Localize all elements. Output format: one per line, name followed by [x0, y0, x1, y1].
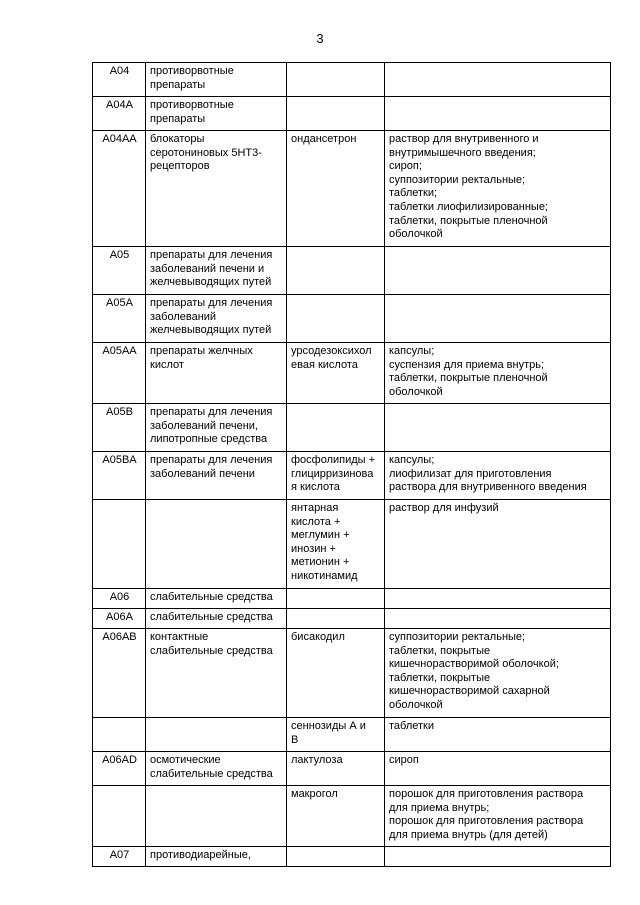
dosage-forms-cell: раствор для инфузий	[385, 500, 611, 589]
drug-classification-table	[92, 62, 611, 867]
table-row	[93, 295, 611, 343]
active-substance-cell: сеннозиды А и В	[287, 718, 385, 752]
pharmacological-group-cell: слабительные средства	[146, 609, 287, 629]
active-substance-cell: макрогол	[287, 786, 385, 847]
table-row	[93, 452, 611, 500]
dosage-forms-cell	[385, 609, 611, 629]
pharmacological-group-cell	[146, 786, 287, 847]
table-row	[93, 629, 611, 718]
dosage-forms-cell	[385, 589, 611, 609]
pharmacological-group-cell: препараты для лечения заболеваний печени и желчевыводящих путей	[146, 247, 287, 295]
pharmacological-group-cell: слабительные средства	[146, 589, 287, 609]
table-row	[93, 786, 611, 847]
atc-code-cell: A04	[93, 63, 146, 97]
atc-code-cell: A04A	[93, 97, 146, 131]
active-substance-cell	[287, 97, 385, 131]
pharmacological-group-cell: противорвотные препараты	[146, 63, 287, 97]
atc-code-cell: A04AA	[93, 131, 146, 247]
pharmacological-group-cell: контактные слабительные средства	[146, 629, 287, 718]
atc-code-cell: A06A	[93, 609, 146, 629]
table-row	[93, 404, 611, 452]
atc-code-cell: A05B	[93, 404, 146, 452]
atc-code-cell	[93, 718, 146, 752]
atc-code-cell: A07	[93, 847, 146, 867]
pharmacological-group-cell: осмотические слабительные средства	[146, 752, 287, 786]
atc-code-cell	[93, 786, 146, 847]
active-substance-cell: урсодезоксихол евая кислота	[287, 343, 385, 404]
table-row	[93, 63, 611, 97]
dosage-forms-cell: таблетки	[385, 718, 611, 752]
dosage-forms-cell: порошок для приготовления раствора для приема внутрь; порошок для приготовления раствора для приема внутрь (для детей)	[385, 786, 611, 847]
active-substance-cell: фосфолипиды + глицирризинова я кислота	[287, 452, 385, 500]
table-row	[93, 500, 611, 589]
table-row	[93, 589, 611, 609]
table-row	[93, 609, 611, 629]
page-number: 3	[316, 31, 324, 46]
active-substance-cell	[287, 589, 385, 609]
dosage-forms-cell	[385, 404, 611, 452]
active-substance-cell: ондансетрон	[287, 131, 385, 247]
dosage-forms-cell: капсулы; лиофилизат для приготовления раствора для внутривенного введения	[385, 452, 611, 500]
active-substance-cell: янтарная кислота + меглумин + инозин + метионин + никотинамид	[287, 500, 385, 589]
pharmacological-group-cell: противодиарейные,	[146, 847, 287, 867]
pharmacological-group-cell: препараты для лечения заболеваний желчевыводящих путей	[146, 295, 287, 343]
active-substance-cell	[287, 247, 385, 295]
atc-code-cell: A05AA	[93, 343, 146, 404]
atc-code-cell: A06	[93, 589, 146, 609]
pharmacological-group-cell: противорвотные препараты	[146, 97, 287, 131]
active-substance-cell	[287, 63, 385, 97]
active-substance-cell	[287, 295, 385, 343]
pharmacological-group-cell	[146, 718, 287, 752]
table-row	[93, 247, 611, 295]
table-row	[93, 97, 611, 131]
pharmacological-group-cell: препараты для лечения заболеваний печени, липотропные средства	[146, 404, 287, 452]
dosage-forms-cell	[385, 847, 611, 867]
atc-code-cell: A05	[93, 247, 146, 295]
active-substance-cell	[287, 609, 385, 629]
dosage-forms-cell: суппозитории ректальные; таблетки, покрытые кишечнорастворимой оболочкой; таблетки, покрытые кишечнорастворимой сахарной оболочкой	[385, 629, 611, 718]
dosage-forms-cell	[385, 247, 611, 295]
pharmacological-group-cell	[146, 500, 287, 589]
active-substance-cell	[287, 404, 385, 452]
active-substance-cell	[287, 847, 385, 867]
dosage-forms-cell: капсулы; суспензия для приема внутрь; таблетки, покрытые пленочной оболочкой	[385, 343, 611, 404]
pharmacological-group-cell: препараты для лечения заболеваний печени	[146, 452, 287, 500]
atc-code-cell	[93, 500, 146, 589]
table-row	[93, 847, 611, 867]
dosage-forms-cell	[385, 63, 611, 97]
table-row	[93, 343, 611, 404]
table-body	[93, 63, 611, 867]
table-row	[93, 131, 611, 247]
dosage-forms-cell: раствор для внутривенного и внутримышечного введения; сироп; суппозитории ректальные; таблетки; таблетки лиофилизированные; таблетки, покрытые пленочной оболочкой	[385, 131, 611, 247]
pharmacological-group-cell: препараты желчных кислот	[146, 343, 287, 404]
atc-code-cell: A05A	[93, 295, 146, 343]
active-substance-cell: лактулоза	[287, 752, 385, 786]
atc-code-cell: A06AB	[93, 629, 146, 718]
atc-code-cell: A05BA	[93, 452, 146, 500]
table-row	[93, 752, 611, 786]
pharmacological-group-cell: блокаторы серотониновых 5НТ3- рецепторов	[146, 131, 287, 247]
atc-code-cell: A06AD	[93, 752, 146, 786]
dosage-forms-cell	[385, 97, 611, 131]
dosage-forms-cell: сироп	[385, 752, 611, 786]
table-row	[93, 718, 611, 752]
active-substance-cell: бисакодил	[287, 629, 385, 718]
dosage-forms-cell	[385, 295, 611, 343]
